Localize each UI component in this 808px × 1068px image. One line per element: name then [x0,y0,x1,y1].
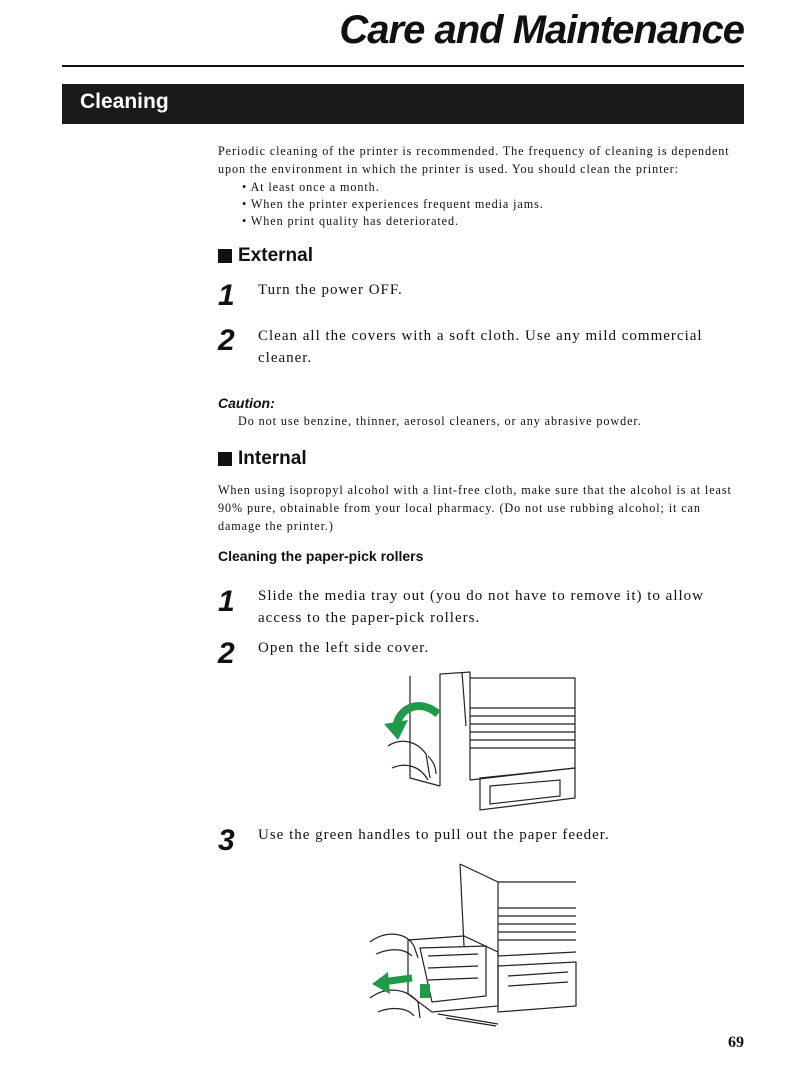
caution-text: Do not use benzine, thinner, aerosol cleaners, or any abrasive powder. [238,414,642,428]
internal-step-number: 2 [218,637,235,670]
chapter-title: Care and Maintenance [339,8,744,52]
page-number: 69 [728,1034,744,1051]
external-heading-text: External [238,245,313,266]
internal-step-number: 3 [218,824,235,857]
external-step-text: Clean all the covers with a soft cloth. Use any mild commercial cleaner. [258,328,703,366]
chapter-rule [62,65,744,67]
external-step-number: 2 [218,324,235,357]
caution-label: Caution: [218,395,275,411]
external-heading [218,245,313,267]
section-bar [62,84,744,124]
open-side-cover-illustration [380,668,580,818]
square-bullet-icon [218,249,232,263]
internal-step-number: 1 [218,585,235,618]
section-title: Cleaning [80,90,169,113]
internal-paragraph: When using isopropyl alcohol with a lint-free cloth, make sure that the alcohol is at least 90% pure, obtainable from your local pharmacy. (Do not use rubbing alcohol; it can damage the printer.) [218,483,732,533]
intro-bullet: • When the printer experiences frequent media jams. [242,197,544,211]
square-bullet-icon [218,452,232,466]
intro-paragraph: Periodic cleaning of the printer is recommended. The frequency of cleaning is dependent upon the environment in which the printer is used. You should clean the printer: [218,144,730,176]
internal-heading [218,448,307,470]
pull-paper-feeder-illustration [368,856,578,1031]
internal-heading-text: Internal [238,448,307,469]
intro-bullet: • When print quality has deteriorated. [242,214,459,228]
external-step-text: Turn the power OFF. [258,282,403,298]
internal-step-text: Slide the media tray out (you do not have to remove it) to allow access to the paper-pick rollers. [258,588,704,626]
intro-bullet: • At least once a month. [242,180,380,194]
internal-step-text: Open the left side cover. [258,640,430,656]
external-step-number: 1 [218,279,235,312]
rollers-subheading: Cleaning the paper-pick rollers [218,548,424,564]
internal-step-text: Use the green handles to pull out the paper feeder. [258,827,610,843]
